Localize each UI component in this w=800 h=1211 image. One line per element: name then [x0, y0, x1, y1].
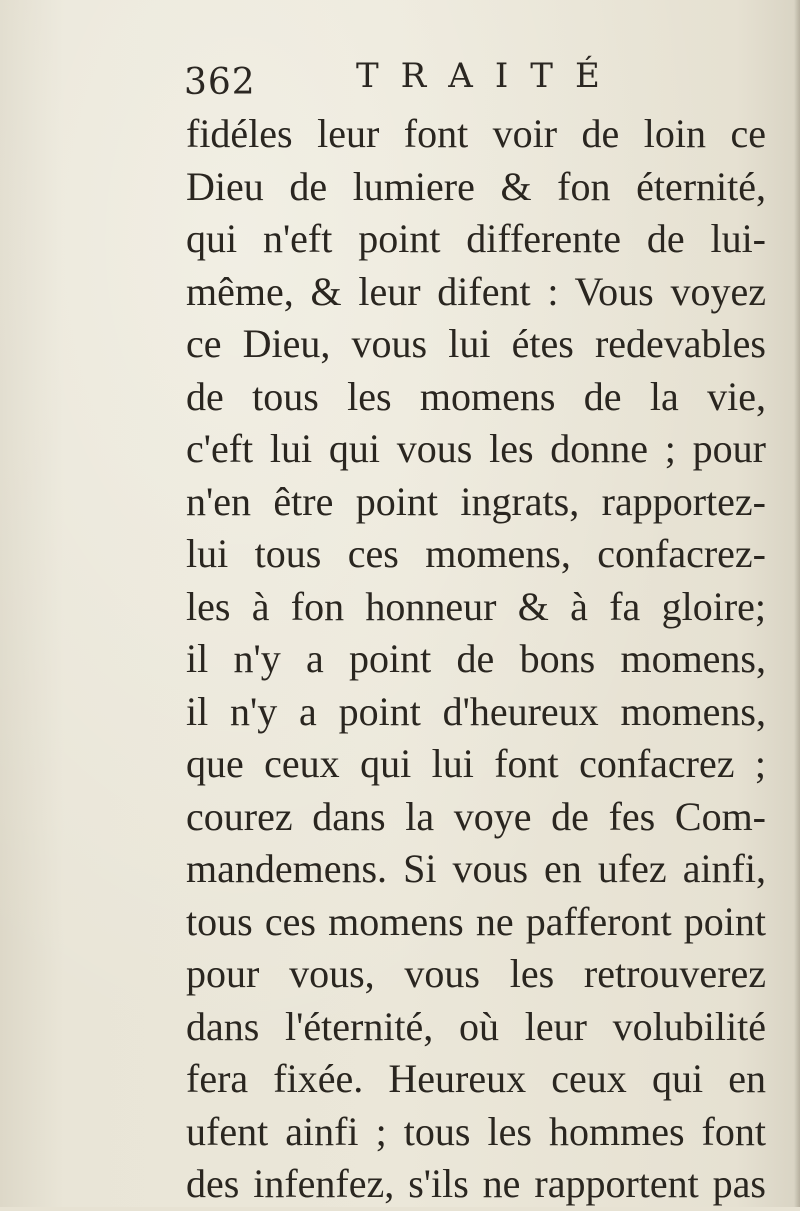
text-line: de tous les momens de la vie,: [186, 373, 766, 419]
running-title: TRAITÉ: [356, 56, 622, 96]
text-line: les à fon honneur & à fa gloire;: [186, 583, 766, 629]
text-line: ce Dieu, vous lui étes redevables: [186, 321, 766, 366]
text-line: il n'y a point de bons momens,: [186, 636, 766, 681]
text-line: des infenfez, s'ils ne rapportent pas: [186, 1161, 766, 1206]
body-text: [186, 108, 766, 1211]
text-line: lui tous ces momens, confacrez-: [186, 531, 766, 576]
text-line: Dieu de lumiere & fon éternité,: [186, 163, 766, 209]
text-line: c'eft lui qui vous les donne ; pour: [186, 426, 766, 471]
text-line: que ceux qui lui font confacrez ;: [186, 741, 766, 786]
page-number: 362: [184, 62, 256, 103]
page-edge-shadow: [794, 0, 800, 1207]
text-line: même, & leur difent : Vous voyez: [186, 268, 766, 314]
text-line: fidéles leur font voir de loin ce: [186, 111, 766, 156]
page-header: [184, 56, 664, 106]
text-line: fera fixée. Heureux ceux qui en: [186, 1056, 766, 1101]
text-line: ufent ainfi ; tous les hommes font: [186, 1108, 766, 1154]
text-line: n'en être point ingrats, rapportez-: [186, 478, 766, 524]
text-line: mandemens. Si vous en ufez ainfi,: [186, 846, 766, 891]
text-line: pour vous, vous les retrouverez: [186, 951, 766, 996]
text-line: qui n'eft point differente de lui-: [186, 216, 766, 261]
text-line: il n'y a point d'heureux momens,: [186, 688, 766, 734]
text-line: courez dans la voye de fes Com-: [186, 793, 766, 839]
text-line: dans l'éternité, où leur volubilité: [186, 1003, 766, 1049]
text-line: tous ces momens ne pafferont point: [186, 898, 766, 944]
